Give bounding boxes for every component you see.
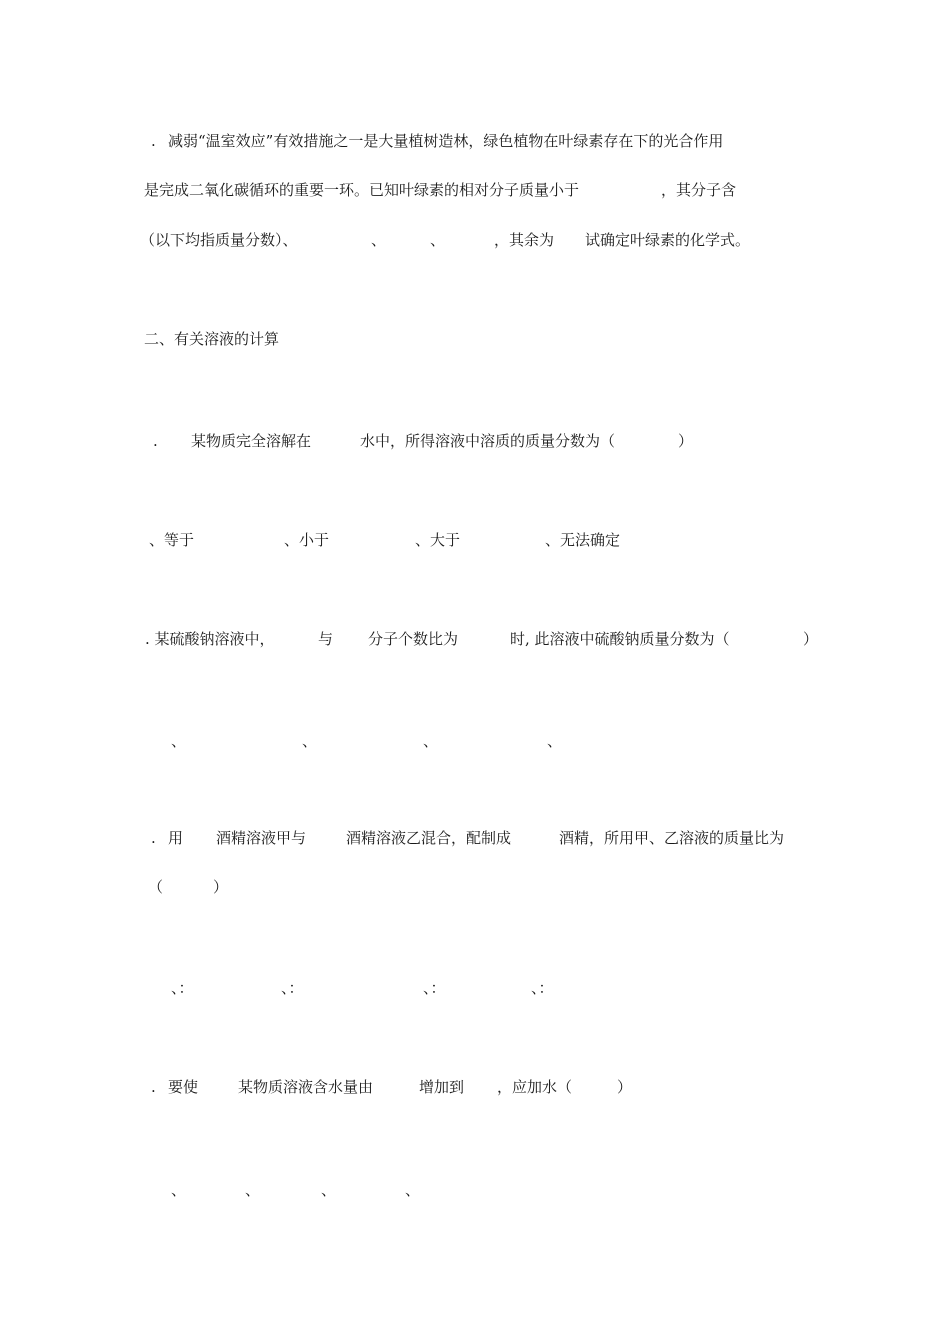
q1-number: . [151,132,156,150]
q2-stem-b: 水中，所得溶液中溶质的质量分数为（ [360,432,616,450]
q3-option-b: 、 [302,732,318,750]
q4-paren-open: （ [148,878,164,896]
q1-line3-a: （以下均指质量分数）、 [140,231,298,249]
q4-paren-close: ） [213,878,229,896]
q5-option-a: 、 [171,1181,187,1199]
q1-line3-d: ，其余为 [494,231,555,249]
q5-stem-close: ） [617,1078,633,1096]
q3-stem-close: ） [803,630,819,648]
q5-stem-d: ，应加水（ [497,1078,573,1096]
q3-stem-a: . 某硫酸钠溶液中， [145,630,275,648]
q2-stem-close: ） [678,432,694,450]
q4-option-c: 、： [423,979,446,997]
q3-stem-b: 与 [318,630,334,648]
q3-option-c: 、 [423,732,439,750]
q2-option-b: 、小于 [284,531,330,549]
q2-option-c: 、大于 [415,531,461,549]
q4-option-b: 、： [281,979,304,997]
q3-option-d: 、 [547,732,563,750]
q4-option-d: 、： [531,979,554,997]
q3-stem-c: 分子个数比为 [368,630,459,648]
q4-stem-a: 用 [168,829,184,847]
q5-option-c: 、 [321,1181,337,1199]
q5-stem-a: 要使 [168,1078,199,1096]
q2-option-d: 、无法确定 [545,531,621,549]
q4-stem-c: 酒精溶液乙混合，配制成 [346,829,512,847]
q4-number: . [151,829,156,847]
q1-line3-c: 、 [430,231,446,249]
section-heading: 二、有关溶液的计算 [144,330,280,348]
q5-stem-c: 增加到 [419,1078,465,1096]
q5-number: . [151,1078,156,1096]
q1-line1: 减弱“温室效应”有效措施之一是大量植树造林，绿色植物在叶绿素存在下的光合作用 [168,132,724,150]
q3-stem-d: 时, 此溶液中硫酸钠质量分数为（ [510,630,730,648]
q2-option-a: 、等于 [149,531,195,549]
q2-number: . [153,432,158,450]
q1-line3-e: 试确定叶绿素的化学式。 [585,231,751,249]
q2-stem-a: 某物质完全溶解在 [191,432,312,450]
q1-line3-b: 、 [371,231,387,249]
q5-stem-b: 某物质溶液含水量由 [238,1078,374,1096]
q1-line2-tail: ，其分子含 [661,181,737,199]
q5-option-d: 、 [405,1181,421,1199]
q3-option-a: 、 [171,732,187,750]
q5-option-b: 、 [245,1181,261,1199]
q4-stem-b: 酒精溶液甲与 [216,829,307,847]
q4-stem-d: 酒精，所用甲、乙溶液的质量比为 [559,829,785,847]
q1-line2: 是完成二氧化碳循环的重要一环。已知叶绿素的相对分子质量小于 [144,181,580,199]
q4-option-a: 、： [171,979,194,997]
